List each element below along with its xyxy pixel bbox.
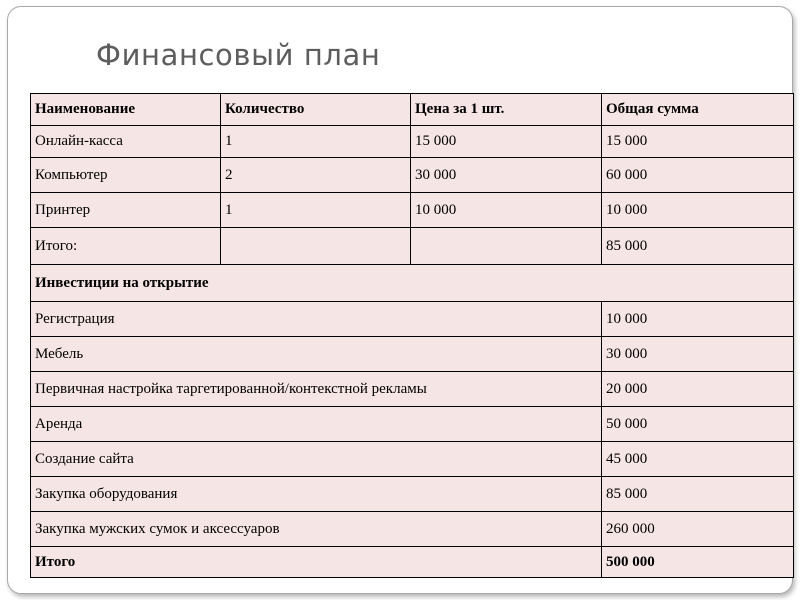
header-name: Наименование xyxy=(31,94,221,126)
cell-name: Закупка оборудования xyxy=(31,477,602,512)
header-quantity: Количество xyxy=(221,94,411,126)
slide-frame xyxy=(7,6,793,594)
cell-quantity: 1 xyxy=(221,193,411,228)
grand-total-value: 500 000 xyxy=(602,547,794,578)
grand-total-label: Итого xyxy=(31,547,602,578)
grand-total-row xyxy=(31,547,794,578)
cell-name: Принтер xyxy=(31,193,221,228)
cell-total: 45 000 xyxy=(602,442,794,477)
cell-unit-price: 30 000 xyxy=(411,158,602,193)
header-unit-price: Цена за 1 шт. xyxy=(411,94,602,126)
cell-unit-price: 10 000 xyxy=(411,193,602,228)
table-row xyxy=(31,372,794,407)
cell-total: 50 000 xyxy=(602,407,794,442)
cell-total: 260 000 xyxy=(602,512,794,547)
cell-name: Мебель xyxy=(31,337,602,372)
equipment-subtotal-row xyxy=(31,228,794,265)
cell-total: 20 000 xyxy=(602,372,794,407)
header-total: Общая сумма xyxy=(602,94,794,126)
section-heading-row xyxy=(31,265,794,302)
table-row xyxy=(31,193,794,228)
cell-name: Компьютер xyxy=(31,158,221,193)
cell-total: 30 000 xyxy=(602,337,794,372)
cell-unit-price: 15 000 xyxy=(411,126,602,158)
financial-plan-table xyxy=(30,93,794,578)
cell-total: 60 000 xyxy=(602,158,794,193)
cell-quantity: 1 xyxy=(221,126,411,158)
table-header-row xyxy=(31,94,794,126)
table-row xyxy=(31,126,794,158)
cell-total: 10 000 xyxy=(602,302,794,337)
subtotal-label: Итого: xyxy=(31,228,221,265)
cell-total: 15 000 xyxy=(602,126,794,158)
cell-name: Первичная настройка таргетированной/контекстной рекламы xyxy=(31,372,602,407)
cell-name: Закупка мужских сумок и аксессуаров xyxy=(31,512,602,547)
cell-name: Создание сайта xyxy=(31,442,602,477)
table-row xyxy=(31,158,794,193)
table-row xyxy=(31,407,794,442)
empty-cell xyxy=(221,228,411,265)
empty-cell xyxy=(411,228,602,265)
cell-quantity: 2 xyxy=(221,158,411,193)
cell-name: Аренда xyxy=(31,407,602,442)
cell-total: 85 000 xyxy=(602,477,794,512)
subtotal-value: 85 000 xyxy=(602,228,794,265)
table-row xyxy=(31,512,794,547)
cell-name: Онлайн-касса xyxy=(31,126,221,158)
page-title: Финансовый план xyxy=(96,38,381,72)
investments-heading: Инвестиции на открытие xyxy=(31,265,794,302)
table-row xyxy=(31,442,794,477)
table-row xyxy=(31,337,794,372)
cell-total: 10 000 xyxy=(602,193,794,228)
table-row xyxy=(31,477,794,512)
table-row xyxy=(31,302,794,337)
cell-name: Регистрация xyxy=(31,302,602,337)
